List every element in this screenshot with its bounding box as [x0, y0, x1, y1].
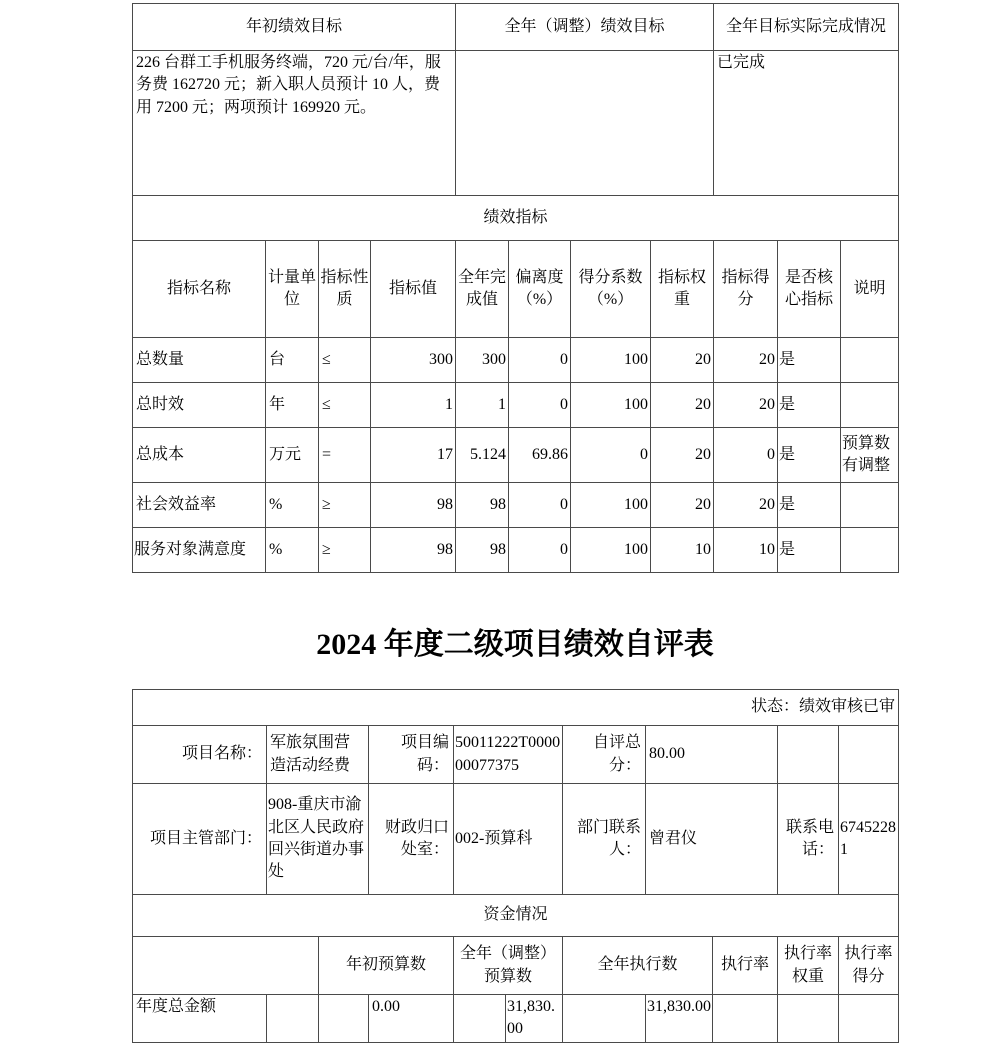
- indicator-col-header: 指标得分: [714, 241, 778, 338]
- annual-rate-score: [839, 995, 899, 1043]
- table-row: [133, 4, 899, 51]
- table-row: [133, 995, 899, 1043]
- contact-label: 部门联系人：: [563, 784, 646, 895]
- self-score-label: 自评总分：: [563, 726, 646, 784]
- indicator-cell: 是: [778, 483, 841, 528]
- indicator-cell: 10: [714, 528, 778, 573]
- project-code-value: 50011222T000000077375: [454, 726, 563, 784]
- funding-col-header: 全年（调整）预算数: [454, 937, 563, 995]
- indicator-cell: 1: [371, 383, 456, 428]
- empty-cell: [319, 995, 369, 1043]
- indicator-cell: 总成本: [133, 428, 266, 483]
- table-row: [133, 338, 899, 383]
- indicator-cell: 总时效: [133, 383, 266, 428]
- funding-col-header: 执行率: [713, 937, 778, 995]
- indicator-col-header: 指标值: [371, 241, 456, 338]
- indicator-cell: 100: [571, 383, 651, 428]
- funding-col-header: 全年执行数: [563, 937, 713, 995]
- indicator-cell: 300: [371, 338, 456, 383]
- annual-execution-rate: [713, 995, 778, 1043]
- table-row: [133, 895, 899, 937]
- fiscal-office-label: 财政归口处室：: [369, 784, 454, 895]
- goal-year-start-text: 226 台群工手机服务终端，720 元/台/年，服务费 162720 元；新入职人员预计 10 人，费用 7200 元；两项预计 169920 元。: [133, 51, 456, 196]
- indicator-cell: 98: [456, 483, 509, 528]
- indicator-col-header: 指标权重: [651, 241, 714, 338]
- indicator-cell: 是: [778, 383, 841, 428]
- indicator-cell: =: [319, 428, 371, 483]
- indicator-cell: 20: [651, 338, 714, 383]
- indicator-cell: %: [266, 528, 319, 573]
- indicator-cell: 万元: [266, 428, 319, 483]
- indicator-col-header: 指标性质: [319, 241, 371, 338]
- indicator-col-header: 说明: [841, 241, 899, 338]
- annual-total-label: 年度总金额: [133, 995, 267, 1043]
- funding-col-header: 执行率权重: [778, 937, 839, 995]
- indicator-cell: 台: [266, 338, 319, 383]
- dept-value: 908-重庆市渝北区人民政府回兴街道办事处: [267, 784, 369, 895]
- indicator-cell: 总数量: [133, 338, 266, 383]
- indicator-col-header: 偏离度（%）: [509, 241, 571, 338]
- indicator-cell: 10: [651, 528, 714, 573]
- project-name-value: 军旅氛围营造活动经费: [267, 726, 369, 784]
- empty-cell: [778, 726, 839, 784]
- annual-rate-weight: [778, 995, 839, 1043]
- page-title: 2024 年度二级项目绩效自评表: [316, 628, 714, 661]
- goal-header-year-start: 年初绩效目标: [133, 4, 456, 51]
- indicator-col-header: 指标名称: [133, 241, 266, 338]
- indicator-cell: 服务对象满意度: [133, 528, 266, 573]
- indicator-cell: 0: [509, 383, 571, 428]
- empty-cell: [839, 726, 899, 784]
- indicator-cell: 是: [778, 428, 841, 483]
- indicator-cell: 是: [778, 528, 841, 573]
- indicator-cell: %: [266, 483, 319, 528]
- project-name-label: 项目名称：: [133, 726, 267, 784]
- indicator-cell: ≥: [319, 528, 371, 573]
- empty-cell: [133, 937, 319, 995]
- self-score-value: 80.00: [646, 726, 778, 784]
- indicator-cell: 98: [456, 528, 509, 573]
- goal-completion-text: 已完成: [714, 51, 899, 196]
- indicator-cell: 98: [371, 483, 456, 528]
- indicator-cell: 0: [714, 428, 778, 483]
- indicator-cell: 20: [651, 428, 714, 483]
- fiscal-office-value: 002-预算科: [454, 784, 563, 895]
- dept-label: 项目主管部门：: [133, 784, 267, 895]
- table-row: [133, 51, 899, 196]
- indicator-cell: 0: [509, 528, 571, 573]
- goal-adjusted-text: [456, 51, 714, 196]
- table-row: [133, 528, 899, 573]
- indicator-cell: 年: [266, 383, 319, 428]
- indicator-cell: [841, 338, 899, 383]
- contact-value: 曾君仪: [646, 784, 778, 895]
- indicator-section-header: 绩效指标: [133, 196, 899, 241]
- indicator-cell: 100: [571, 338, 651, 383]
- indicator-cell: 100: [571, 483, 651, 528]
- indicator-col-header: 得分系数（%）: [571, 241, 651, 338]
- project-code-label: 项目编码：: [369, 726, 454, 784]
- table-row: [133, 784, 899, 895]
- table-row: [133, 726, 899, 784]
- indicator-cell: 20: [714, 383, 778, 428]
- indicator-cell: 69.86: [509, 428, 571, 483]
- indicator-cell: 0: [509, 483, 571, 528]
- indicator-cell: ≤: [319, 338, 371, 383]
- empty-cell: [454, 995, 506, 1043]
- goal-header-completion: 全年目标实际完成情况: [714, 4, 899, 51]
- indicator-cell: 20: [651, 383, 714, 428]
- table-row: [133, 690, 899, 726]
- phone-label: 联系电话：: [778, 784, 839, 895]
- indicator-col-header: 是否核心指标: [778, 241, 841, 338]
- annual-executed: 31,830.00: [646, 995, 713, 1043]
- indicator-cell: 预算数有调整: [841, 428, 899, 483]
- indicator-cell: [841, 383, 899, 428]
- indicator-cell: [841, 528, 899, 573]
- goal-header-adjusted: 全年（调整）绩效目标: [456, 4, 714, 51]
- funding-col-header: 执行率得分: [839, 937, 899, 995]
- indicator-cell: 1: [456, 383, 509, 428]
- indicator-cell: 98: [371, 528, 456, 573]
- funding-col-header: 年初预算数: [319, 937, 454, 995]
- indicator-col-header: 计量单位: [266, 241, 319, 338]
- indicator-cell: 社会效益率: [133, 483, 266, 528]
- table-row: [133, 383, 899, 428]
- table-row: [133, 428, 899, 483]
- indicator-cell: [841, 483, 899, 528]
- indicator-cell: 是: [778, 338, 841, 383]
- table-row: [133, 483, 899, 528]
- self-eval-table: [132, 689, 899, 1043]
- empty-cell: [267, 995, 319, 1043]
- indicator-cell: 0: [571, 428, 651, 483]
- indicator-cell: 300: [456, 338, 509, 383]
- indicator-cell: 0: [509, 338, 571, 383]
- funding-section-header: 资金情况: [133, 895, 899, 937]
- indicator-cell: 20: [651, 483, 714, 528]
- goal-performance-table: [132, 3, 899, 573]
- indicator-cell: 100: [571, 528, 651, 573]
- table-row: [133, 196, 899, 241]
- table-row: [133, 937, 899, 995]
- phone-value: 67452281: [839, 784, 899, 895]
- indicator-cell: 17: [371, 428, 456, 483]
- annual-initial-budget: 0.00: [369, 995, 454, 1043]
- indicator-cell: 20: [714, 338, 778, 383]
- annual-adjusted-budget: 31,830.00: [506, 995, 563, 1043]
- indicator-cell: 5.124: [456, 428, 509, 483]
- indicator-col-header: 全年完成值: [456, 241, 509, 338]
- indicator-cell: 20: [714, 483, 778, 528]
- empty-cell: [563, 995, 646, 1043]
- indicator-cell: ≤: [319, 383, 371, 428]
- status-text: 状态：绩效审核已审: [133, 690, 899, 726]
- table-row: [133, 241, 899, 338]
- indicator-cell: ≥: [319, 483, 371, 528]
